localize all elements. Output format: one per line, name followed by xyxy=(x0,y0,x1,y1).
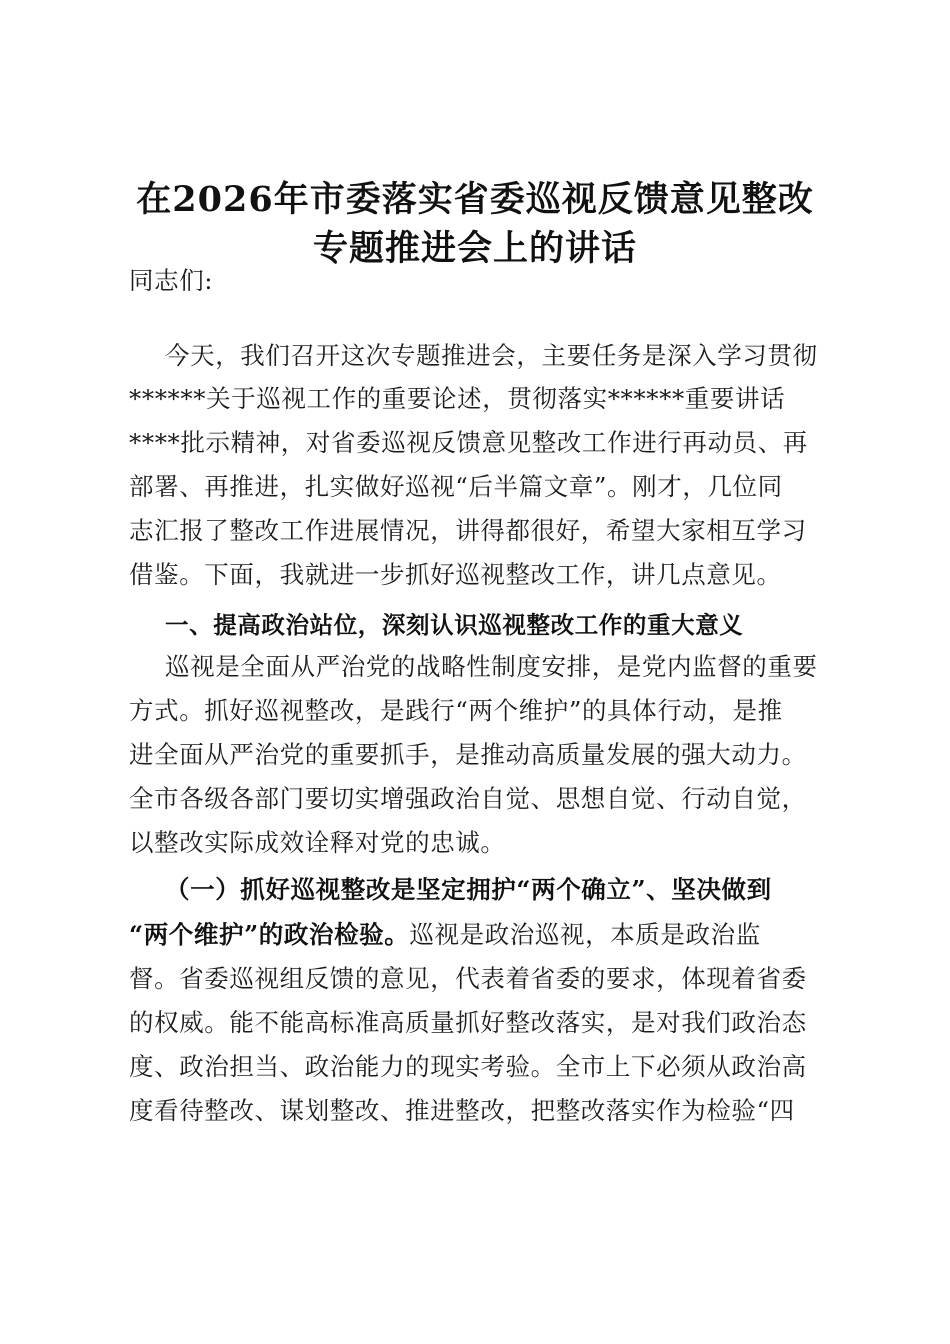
subsection-line: 的权威。能不能高标准高质量抓好整改落实，是对我们政治态 xyxy=(129,1008,807,1037)
subsection-heading-text: （一）抓好巡视整改是坚定拥护“两个确立”、坚决做到 xyxy=(165,875,772,904)
section-line: 巡视是全面从严治党的战略性制度安排，是党内监督的重要 xyxy=(165,652,818,681)
section-line: 进全面从严治党的重要抓手，是推动高质量发展的强大动力。 xyxy=(129,740,807,769)
document-title-line-2: 专题推进会上的讲话 xyxy=(312,228,637,269)
document-title-line-1: 在2026年市委落实省委巡视反馈意见整改 xyxy=(136,179,814,220)
section-heading: 一、提高政治站位，深刻认识巡视整改工作的重大意义 xyxy=(165,611,744,639)
subsection-line xyxy=(129,916,829,951)
section-line: 以整改实际成效诠释对党的忠诚。 xyxy=(129,828,506,857)
intro-line: ****批示精神，对省委巡视反馈意见整改工作进行再动员、再 xyxy=(129,428,808,457)
subsection-line: 度、政治担当、政治能力的现实考验。全市上下必须从政治高 xyxy=(129,1052,807,1081)
subsection-body-text: 巡视是政治巡视，本质是政治监 xyxy=(409,920,761,949)
intro-line: ******关于巡视工作的重要论述，贯彻落实******重要讲话 xyxy=(129,384,786,413)
section-line: 方式。抓好巡视整改，是践行“两个维护”的具体行动，是推 xyxy=(129,696,783,725)
subsection-heading-line-1 xyxy=(165,871,865,906)
subsection-line: 督。省委巡视组反馈的意见，代表着省委的要求，体现着省委 xyxy=(129,964,807,993)
intro-line: 借鉴。下面，我就进一步抓好巡视整改工作，讲几点意见。 xyxy=(129,560,782,589)
subsection-heading-text: “两个维护”的政治检验。 xyxy=(129,920,410,949)
intro-line: 部署、再推进，扎实做好巡视“后半篇文章”。刚才，几位同 xyxy=(129,472,783,501)
intro-line: 今天，我们召开这次专题推进会，主要任务是深入学习贯彻 xyxy=(165,341,818,370)
subsection-line: 度看待整改、谋划整改、推进整改，把整改落实作为检验“四 xyxy=(129,1096,795,1125)
salutation: 同志们: xyxy=(129,266,214,295)
intro-line: 志汇报了整改工作进展情况，讲得都很好，希望大家相互学习 xyxy=(129,516,807,545)
section-line: 全市各级各部门要切实增强政治自觉、思想自觉、行动自觉， xyxy=(129,784,807,813)
